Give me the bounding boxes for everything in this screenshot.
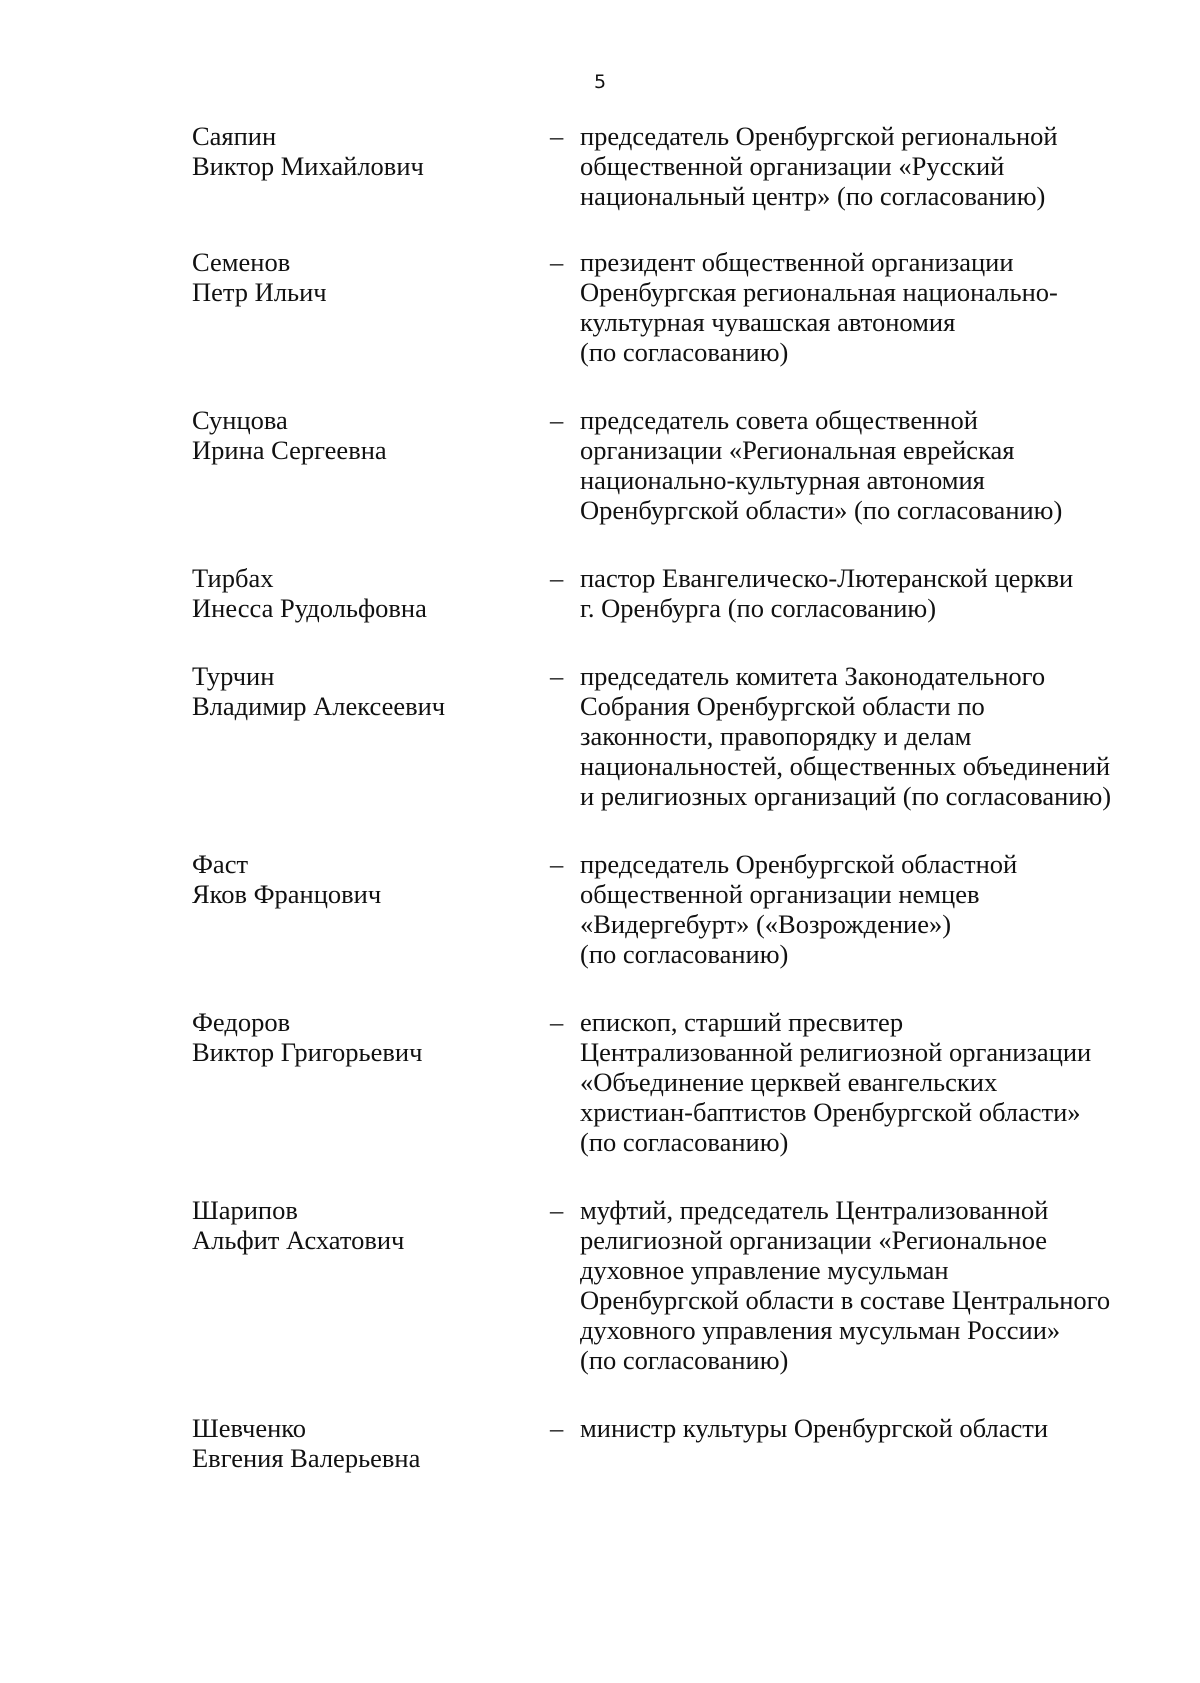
member-given-names: Виктор Михайлович (192, 151, 424, 181)
description-line: (по согласованию) (580, 1127, 789, 1157)
description-line: (по согласованию) (580, 939, 789, 969)
member-surname: Тирбах (192, 563, 274, 593)
member-surname: Шевченко (192, 1413, 307, 1443)
member-given-names: Альфит Асхатович (192, 1225, 405, 1255)
member-given-names: Виктор Григорьевич (192, 1037, 423, 1067)
member-surname: Шарипов (192, 1195, 298, 1225)
description-line: председатель Оренбургской региональной (580, 121, 1058, 151)
member-name (192, 563, 522, 623)
member-description (580, 121, 1180, 211)
description-line: председатель комитета Законодательного (580, 661, 1046, 691)
description-line: законности, правопорядку и делам (580, 721, 972, 751)
description-line: пастор Евангелическо-Лютеранской церкви (580, 563, 1074, 593)
description-line: Оренбургской области» (по согласованию) (580, 495, 1063, 525)
member-surname: Сунцова (192, 405, 288, 435)
description-line: Оренбургская региональная национально- (580, 277, 1058, 307)
description-line: г. Оренбурга (по согласованию) (580, 593, 937, 623)
description-line: «Видергебурт» («Возрождение») (580, 909, 952, 939)
description-line: национально-культурная автономия (580, 465, 985, 495)
member-dash: – (550, 563, 564, 593)
description-line: епископ, старший пресвитер (580, 1007, 904, 1037)
member-surname: Саяпин (192, 121, 277, 151)
member-name (192, 1195, 522, 1255)
member-surname: Турчин (192, 661, 275, 691)
page-number: 5 (593, 71, 607, 93)
description-line: председатель совета общественной (580, 405, 978, 435)
member-description (580, 563, 1180, 623)
description-line: и религиозных организаций (по согласованию) (580, 781, 1112, 811)
member-dash: – (550, 661, 564, 691)
member-given-names: Ирина Сергеевна (192, 435, 387, 465)
member-dash: – (550, 849, 564, 879)
member-given-names: Яков Францович (192, 879, 382, 909)
description-line: культурная чувашская автономия (580, 307, 956, 337)
member-description (580, 849, 1180, 969)
member-surname: Фаст (192, 849, 249, 879)
member-description (580, 1413, 1180, 1443)
member-dash: – (550, 405, 564, 435)
member-surname: Семенов (192, 247, 291, 277)
member-surname: Федоров (192, 1007, 291, 1037)
member-description (580, 405, 1180, 525)
member-description (580, 1195, 1180, 1375)
description-line: общественной организации немцев (580, 879, 980, 909)
description-line: Централизованной религиозной организации (580, 1037, 1092, 1067)
description-line: муфтий, председатель Централизованной (580, 1195, 1049, 1225)
member-dash: – (550, 1413, 564, 1443)
description-line: духовное управление мусульман (580, 1255, 949, 1285)
member-description (580, 247, 1180, 367)
description-line: Собрания Оренбургской области по (580, 691, 985, 721)
member-name (192, 121, 522, 181)
description-line: национальный центр» (по согласованию) (580, 181, 1046, 211)
member-description (580, 1007, 1180, 1157)
member-name (192, 405, 522, 465)
member-dash: – (550, 247, 564, 277)
member-given-names: Петр Ильич (192, 277, 327, 307)
description-line: христиан-баптистов Оренбургской области» (580, 1097, 1081, 1127)
member-name (192, 1413, 522, 1473)
description-line: национальностей, общественных объединений (580, 751, 1111, 781)
description-line: президент общественной организации (580, 247, 1014, 277)
description-line: (по согласованию) (580, 1345, 789, 1375)
description-line: организации «Региональная еврейская (580, 435, 1015, 465)
description-line: «Объединение церквей евангельских (580, 1067, 998, 1097)
member-name (192, 1007, 522, 1067)
description-line: министр культуры Оренбургской области (580, 1413, 1049, 1443)
member-name (192, 661, 522, 721)
member-name (192, 247, 522, 307)
description-line: председатель Оренбургской областной (580, 849, 1018, 879)
member-given-names: Владимир Алексеевич (192, 691, 446, 721)
description-line: Оренбургской области в составе Центрального (580, 1285, 1111, 1315)
member-given-names: Евгения Валерьевна (192, 1443, 421, 1473)
member-dash: – (550, 1007, 564, 1037)
member-name (192, 849, 522, 909)
description-line: духовного управления мусульман России» (580, 1315, 1061, 1345)
member-dash: – (550, 1195, 564, 1225)
description-line: (по согласованию) (580, 337, 789, 367)
member-dash: – (550, 121, 564, 151)
member-description (580, 661, 1180, 811)
description-line: религиозной организации «Региональное (580, 1225, 1048, 1255)
description-line: общественной организации «Русский (580, 151, 1005, 181)
member-given-names: Инесса Рудольфовна (192, 593, 427, 623)
